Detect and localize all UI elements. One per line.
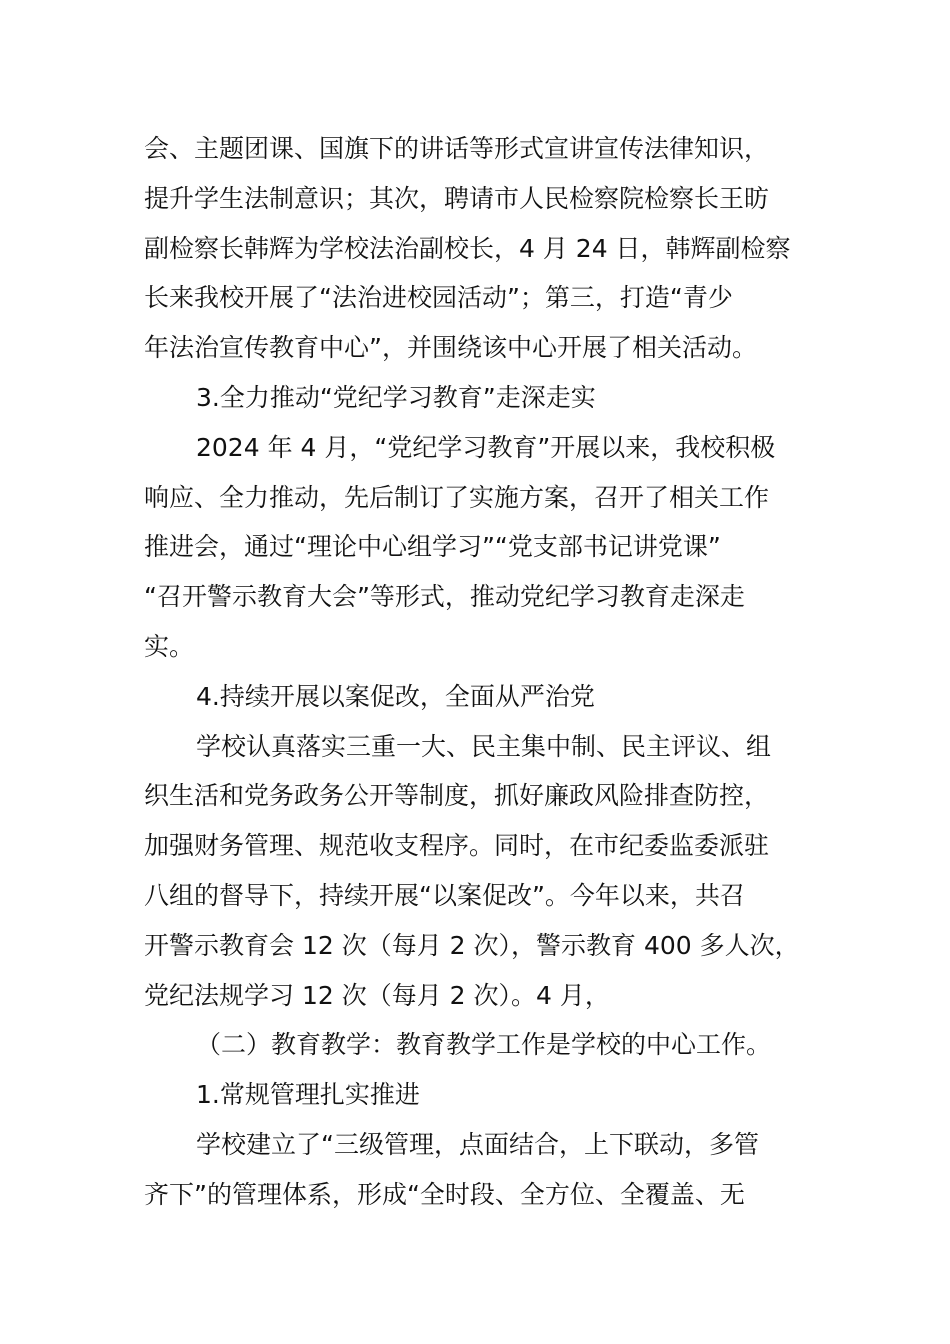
document-body (144, 124, 834, 1220)
text-line: 响应、全力推动，先后制订了实施方案，召开了相关工作 (144, 482, 770, 512)
text-line: “召开警示教育大会”等形式，推动党纪学习教育走深走 (144, 582, 745, 612)
section-heading: 1.常规管理扎实推进 (196, 1080, 420, 1110)
text-line: 长来我校开展了“法治进校园活动”；第三，打造“青少 (144, 283, 733, 313)
text-line: 织生活和党务政务公开等制度，抓好廉政风险排查防控， (144, 781, 770, 811)
text-line: 党纪法规学习 12 次（每月 2 次）。4 月， (144, 980, 610, 1010)
text-line: 副检察长韩辉为学校法治副校长，4 月 24 日，韩辉副检察 (144, 233, 791, 263)
paragraph-start: 学校建立了“三级管理，点面结合，上下联动，多管 (196, 1129, 759, 1159)
paragraph-start: 学校认真落实三重一大、民主集中制、民主评议、组 (196, 731, 772, 761)
text-line: 八组的督导下，持续开展“以案促改”。今年以来，共召 (144, 880, 745, 910)
text-line: 实。 (144, 631, 195, 661)
text-line: 推进会，通过“理论中心组学习”“党支部书记讲党课” (144, 532, 721, 562)
section-heading: （二）教育教学：教育教学工作是学校的中心工作。 (196, 1030, 772, 1060)
text-line: 会、主题团课、国旗下的讲话等形式宣讲宣传法律知识， (144, 134, 770, 163)
section-heading: 3.全力推动“党纪学习教育”走深走实 (196, 382, 596, 412)
text-line: 年法治宣传教育中心”，并围绕该中心开展了相关活动。 (144, 333, 757, 363)
text-line: 齐下”的管理体系，形成“全时段、全方位、全覆盖、无 (144, 1179, 745, 1209)
text-line: 提升学生法制意识；其次，聘请市人民检察院检察长王昉 (144, 183, 770, 213)
section-heading: 4.持续开展以案促改，全面从严治党 (196, 681, 595, 711)
text-line: 加强财务管理、规范收支程序。同时，在市纪委监委派驻 (144, 831, 770, 861)
text-line: 开警示教育会 12 次（每月 2 次），警示教育 400 多人次， (144, 930, 800, 960)
paragraph-start: 2024 年 4 月，“党纪学习教育”开展以来，我校积极 (196, 432, 776, 462)
